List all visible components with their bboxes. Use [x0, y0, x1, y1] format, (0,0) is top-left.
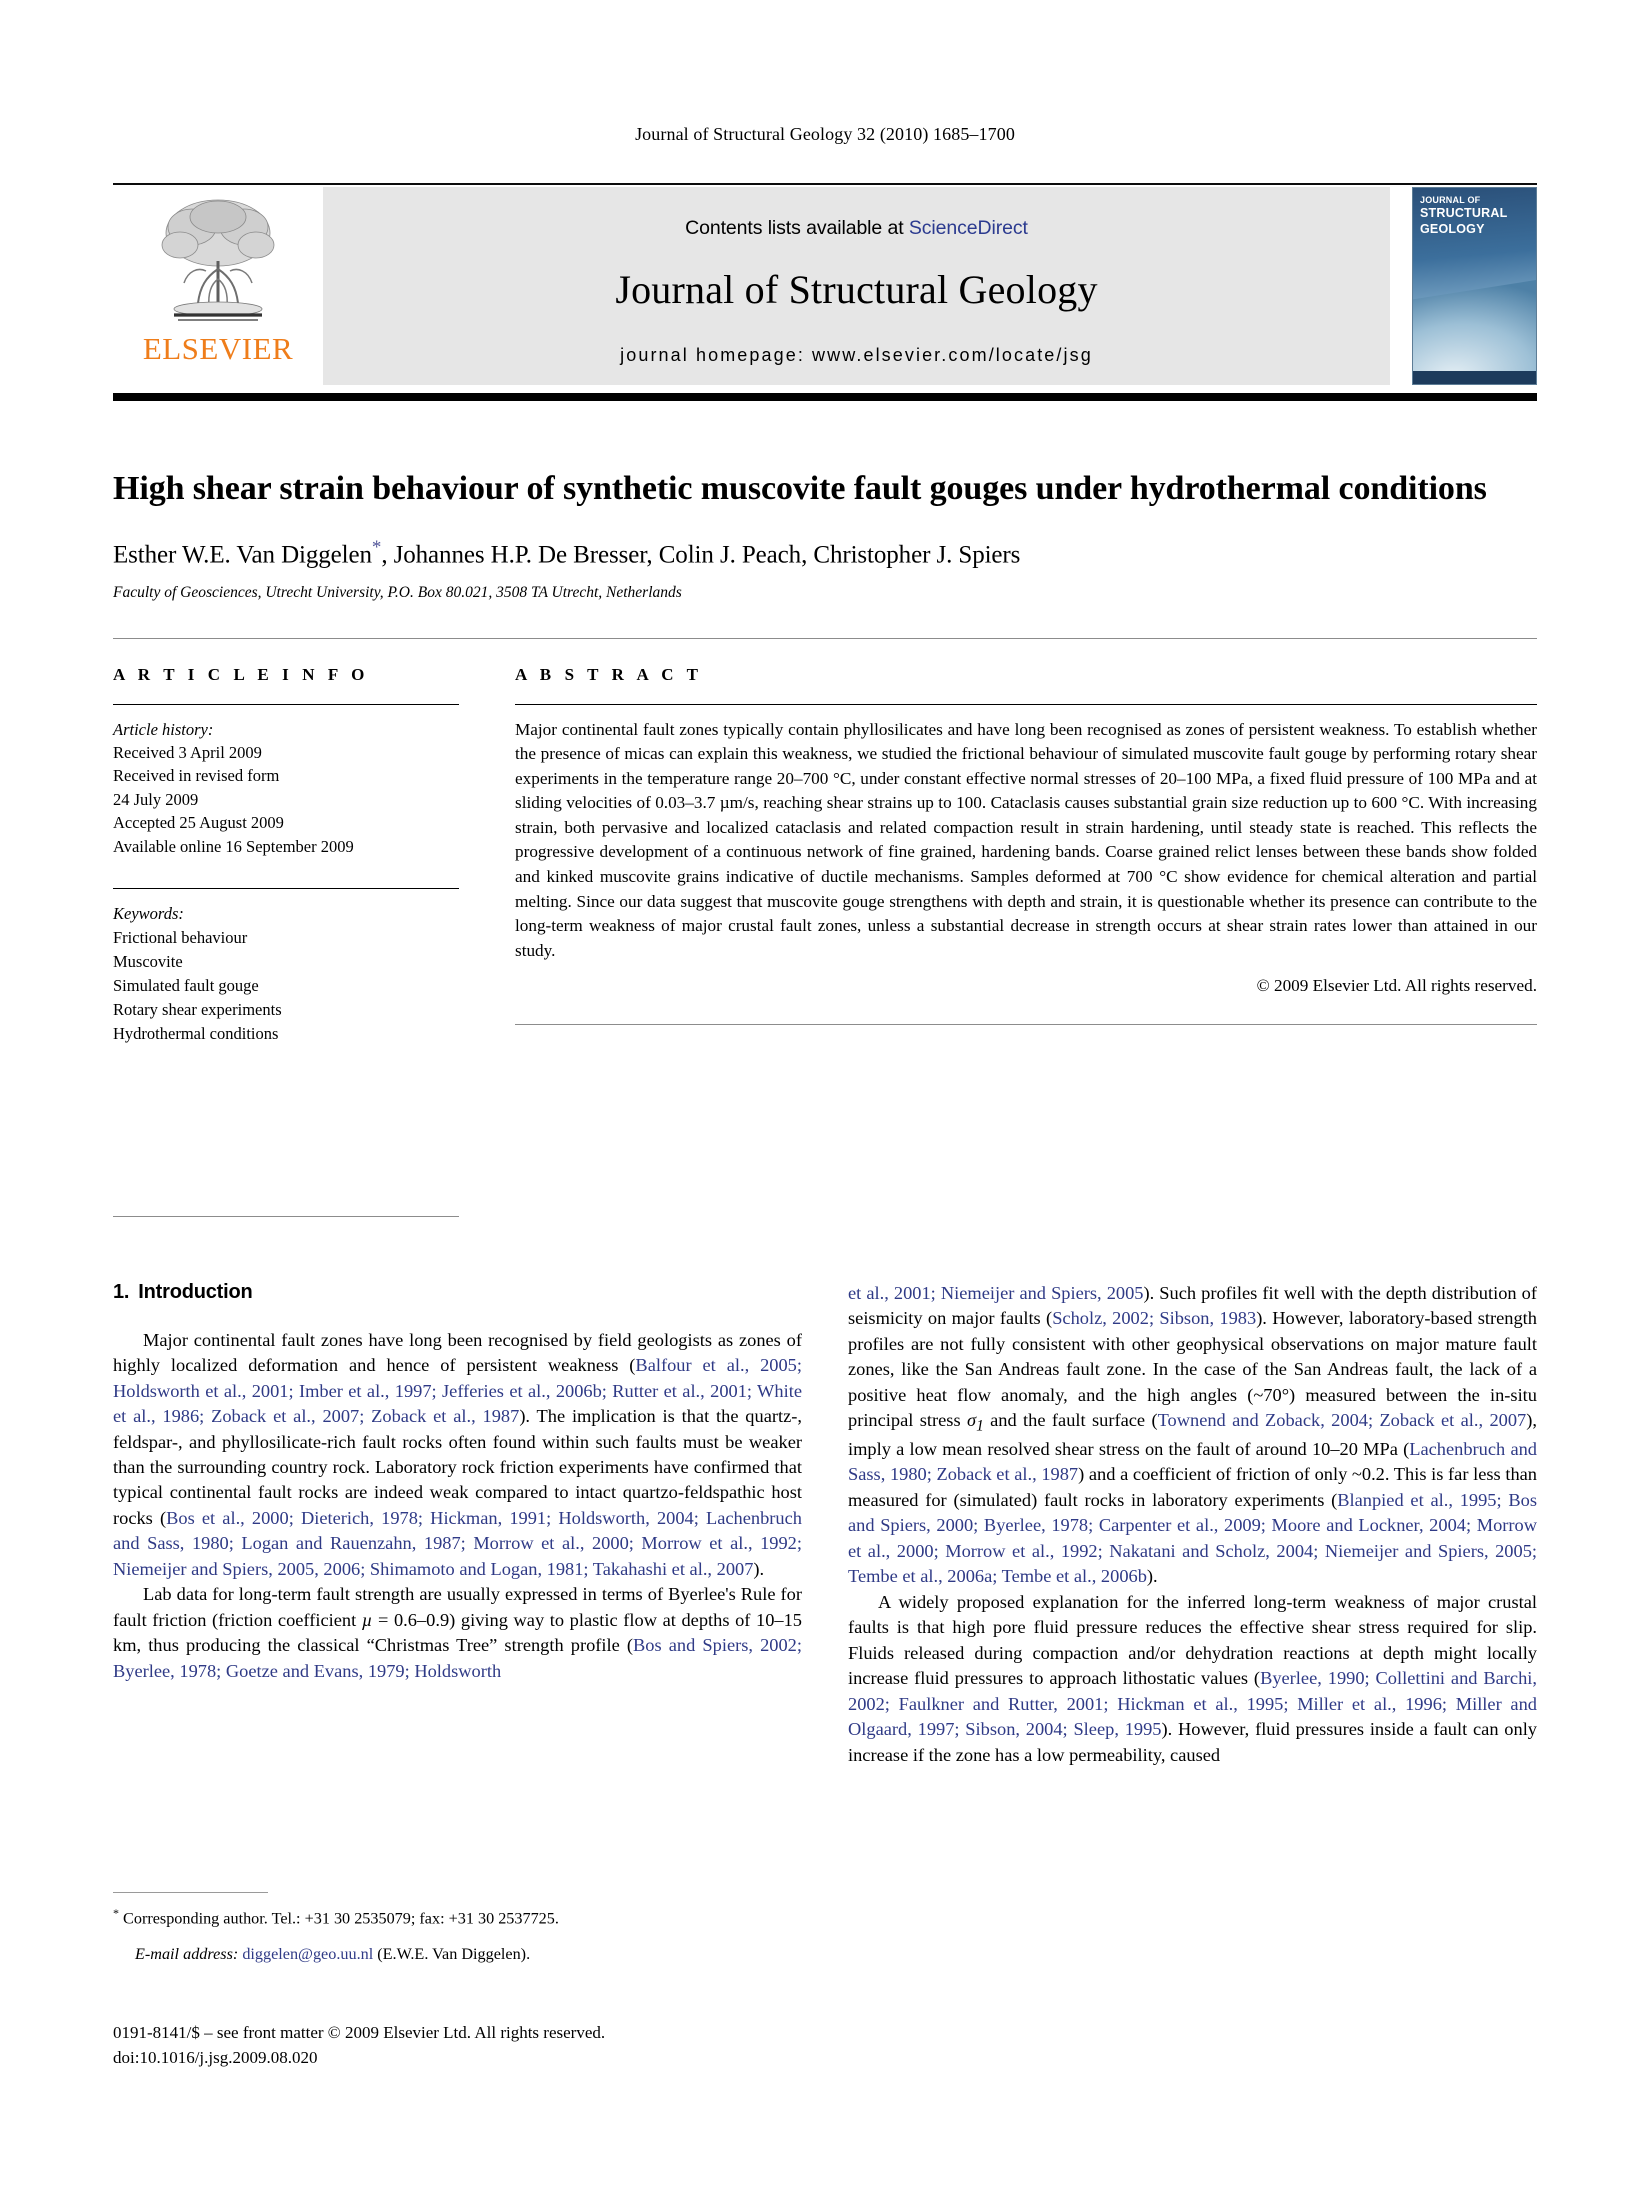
text-run: (E.W.E. Van Diggelen).: [373, 1944, 531, 1963]
footnote-corresponding-author: [113, 1905, 802, 1931]
keywords-label: Keywords:: [113, 904, 184, 924]
text-run: Major continental fault zones have long been recognised by field geologists as zones of highly localized deformation and hence of persistent weakness (: [113, 1329, 802, 1376]
text-run: Corresponding author. Tel.: +31 30 2535079; fax: +31 30 2537725.: [119, 1909, 559, 1928]
text-run: ).: [753, 1558, 765, 1579]
journal-title: Journal of Structural Geology: [615, 266, 1098, 312]
article-history-item: Received in revised form: [113, 766, 280, 786]
article-history-item: 24 July 2009: [113, 789, 199, 809]
author-affiliation: Faculty of Geosciences, Utrecht University, P.O. Box 80.021, 3508 TA Utrecht, Netherlands: [113, 583, 682, 601]
text-run: ) and a coefficient of friction of only ~0.2. This is far less than measured for (simulated) fault rocks in laboratory experiments (: [848, 1464, 1537, 1510]
footnote-area: [113, 1892, 802, 1966]
text-run: ). The implication is that the quartz-, feldspar-, and phyllosilicate-rich fault rocks often found within such faults must be weaker than the surrounding country rock. Laboratory rock friction experiments have confirmed that typical continental fault rocks are indeed weak compared to intact quartzo-feldspathic host rocks (: [113, 1406, 802, 1528]
article-info-column: [113, 665, 493, 1217]
corresponding-author-marker: *: [371, 537, 382, 559]
text-run: Lab data for long-term fault strength are usually expressed in terms of Byerlee's Rule for fault friction (friction coefficient: [113, 1584, 802, 1630]
keyword-item: Rotary shear experiments: [113, 999, 282, 1019]
section-title: Introduction: [138, 1280, 253, 1303]
text-run: ). However, fluid pressures inside a fault can only increase if the zone has a low permeability, caused: [848, 1719, 1538, 1765]
keyword-item: Simulated fault gouge: [113, 975, 259, 995]
info-abstract-region: [113, 638, 1537, 1217]
citation-group[interactable]: et al., 2001; Niemeijer and Spiers, 2005: [848, 1282, 1144, 1303]
article-history-item: Accepted 25 August 2009: [113, 813, 284, 833]
citation-group[interactable]: Balfour et al., 2005; Holdsworth et al., 2001; Imber et al., 1997; Jefferies et al., 2006b; Rutter et al., 2001; White et al., 1986; Zoback et al., 2007; Zoback et al., 1987: [113, 1355, 802, 1427]
keyword-item: Hydrothermal conditions: [113, 1023, 279, 1043]
footnote-separator-rule: [113, 1892, 268, 1893]
citation-group[interactable]: Byerlee, 1990; Collettini and Barchi, 2002; Faulkner and Rutter, 2001; Hickman et al., 1995; Miller et al., 1996; Miller and Olgaard, 1997; Sibson, 2004; Sleep, 1995: [848, 1668, 1537, 1740]
elsevier-wordmark: ELSEVIER: [142, 331, 294, 366]
keyword-item: Muscovite: [113, 951, 183, 971]
citation-group[interactable]: Bos et al., 2000; Dieterich, 1978; Hickman, 1991; Holdsworth, 2004; Lachenbruch and Sass, 1980; Logan and Rauenzahn, 1987; Morrow et al., 2000; Morrow et al., 1992; Niemeijer and Spiers, 2005, 2006; Shimamoto and Logan, 1981; Takahashi et al., 2007: [113, 1507, 802, 1579]
footnote-email: [113, 1943, 802, 1966]
article-info-heading: A R T I C L E I N F O: [113, 664, 369, 684]
article-history-item: Available online 16 September 2009: [113, 836, 354, 856]
journal-homepage-link[interactable]: journal homepage: www.elsevier.com/locate/jsg: [620, 344, 1093, 365]
abstract-copyright: © 2009 Elsevier Ltd. All rights reserved.: [1256, 976, 1537, 996]
abstract-bottom-rule: [515, 1024, 1537, 1025]
abstract-heading: A B S T R A C T: [515, 664, 703, 684]
masthead-thick-rule: [113, 393, 1537, 401]
front-matter-block: [113, 2021, 873, 2070]
journal-cover-thumbnail: [1412, 187, 1537, 385]
citation-group[interactable]: Bos and Spiers, 2002; Byerlee, 1978; Goetze and Evans, 1979; Holdsworth: [113, 1635, 802, 1681]
citation-group[interactable]: Scholz, 2002; Sibson, 1983: [1052, 1308, 1257, 1329]
text-run: ).: [1146, 1566, 1158, 1587]
article-history-label: Article history:: [113, 719, 214, 739]
text-run: A widely proposed explanation for the inferred long-term weakness of major crustal faults is that high pore fluid pressure reduces the effective shear stress required for slip. Fluids released during compaction and/or dehydration reactions at depth might locally increase fluid pressures to approach lithostatic values (: [848, 1591, 1537, 1689]
cover-title-text: [1413, 188, 1536, 238]
cover-bottom-bar: [1413, 371, 1536, 384]
doi-line: doi:10.1016/j.jsg.2009.08.020: [113, 2047, 318, 2067]
author-first: Esther W.E. Van Diggelen: [113, 541, 372, 569]
section-number: 1.: [113, 1280, 130, 1303]
text-run: ). Such profiles fit well with the depth distribution of seismicity on major faults (: [848, 1282, 1538, 1329]
paragraph-intro-3: [848, 1590, 1537, 1768]
body-column-left: [113, 1281, 802, 1769]
journal-banner: [323, 187, 1390, 385]
article-title: High shear strain behaviour of synthetic muscovite fault gouges under hydrothermal conditions: [113, 470, 1487, 507]
abstract-text: Major continental fault zones typically contain phyllosilicates and have long been recognised as zones of persistent weakness. To establish whether the presence of micas can explain this weakness, we studied the frictional behaviour of simulated muscovite fault gouge by performing rotary shear experiments in the temperature range 20–700 °C, under constant effective normal stresses of 20–100 MPa, a fixed fluid pressure of 100 MPa and at sliding velocities of 0.03–3.7 µm/s, reaching shear strains up to 100. Cataclasis causes substantial grain size reduction up to 600 °C. With increasing strain, both pervasive and localized cataclasis and related compaction result in strain hardening, until steady state is reached. This reflects the progressive development of a continuous network of fine grained, hardening bands. Coarse grained relict lenses between these bands show folded and kinked muscovite grains indicative of ductile mechanisms. Samples deformed at 700 °C show evidence for chemical alteration and partial melting. Since our data suggest that muscovite gouge strengthens with depth and strain, it is questionable whether its presence can contribute to the long-term weakness of major crustal fault zones, unless a substantial decrease in strength occurs at shear strain rates lower than attained in our study.: [515, 719, 1537, 960]
text-run: and the fault surface (: [983, 1409, 1158, 1430]
citation-group[interactable]: Blanpied et al., 1995; Bos and Spiers, 2000; Byerlee, 1978; Carpenter et al., 2009; Moore and Lockner, 2004; Morrow et al., 2000; Morrow et al., 1992; Nakatani and Scholz, 2004; Niemeijer and Spiers, 2005; Tembe et al., 2006a; Tembe et al., 2006b: [848, 1489, 1537, 1587]
section-heading-introduction: [113, 1281, 802, 1304]
cover-line-2: STRUCTURAL: [1420, 206, 1508, 221]
email-address-label: E-mail address:: [135, 1944, 239, 1963]
cover-line-3: GEOLOGY: [1420, 221, 1485, 236]
elsevier-logo-block: [113, 187, 323, 385]
cover-wave-art: [1412, 276, 1537, 385]
contents-list-line: [685, 217, 1028, 240]
contents-prefix: Contents lists available at: [685, 216, 909, 239]
elsevier-tree-icon: [154, 191, 282, 331]
citation-group[interactable]: Lachenbruch and Sass, 1980; Zoback et al., 1987: [848, 1438, 1538, 1485]
symbol-sigma-subscript: 1: [976, 1417, 984, 1435]
text-run: ). However, laboratory-based strength profiles are not fully consistent with other geophysical observations on major mature fault zones, like the San Andreas fault zone. In the case of the San Andreas fault, the lack of a positive heat flow anomaly, and the high angles (~70°) measured between the in-situ principal stress: [848, 1308, 1537, 1430]
paragraph-intro-1: [113, 1328, 802, 1583]
keyword-item: Frictional behaviour: [113, 927, 248, 947]
text-run: = 0.6–0.9) giving way to plastic flow at depths of 10–15 km, thus producing the classical “Christmas Tree” strength profile (: [113, 1609, 802, 1656]
symbol-sigma: σ: [967, 1409, 977, 1430]
cover-line-1: JOURNAL OF: [1420, 195, 1481, 205]
text-run: ), imply a low mean resolved shear stress on the fault of around 10–20 MPa (: [848, 1409, 1537, 1459]
email-link[interactable]: diggelen@geo.uu.nl: [242, 1944, 374, 1963]
paragraph-intro-2: [113, 1582, 802, 1684]
body-column-right: [848, 1281, 1537, 1769]
symbol-mu: µ: [361, 1609, 373, 1630]
abstract-column: [493, 665, 1537, 1217]
article-info-bottom-rule: [113, 1216, 459, 1217]
keywords-block: [113, 888, 459, 1046]
citation-group[interactable]: Townend and Zoback, 2004; Zoback et al., 2007: [1157, 1409, 1527, 1430]
article-history-item: Received 3 April 2009: [113, 742, 262, 762]
article-info-rule: [113, 704, 459, 705]
body-columns: [113, 1281, 1537, 1769]
front-matter-line: 0191-8141/$ – see front matter © 2009 Elsevier Ltd. All rights reserved.: [113, 2023, 606, 2042]
footnote-star-marker: *: [113, 1906, 119, 1920]
running-head: Journal of Structural Geology 32 (2010) 1685–1700: [635, 124, 1015, 144]
journal-masthead: [113, 183, 1537, 401]
authors-remaining: , Johannes H.P. De Bresser, Colin J. Peach, Christopher J. Spiers: [381, 541, 1021, 569]
paragraph-intro-1-cont: [848, 1281, 1537, 1590]
sciencedirect-link[interactable]: ScienceDirect: [908, 216, 1028, 239]
author-list: [113, 537, 1537, 569]
abstract-rule: [515, 704, 1537, 705]
